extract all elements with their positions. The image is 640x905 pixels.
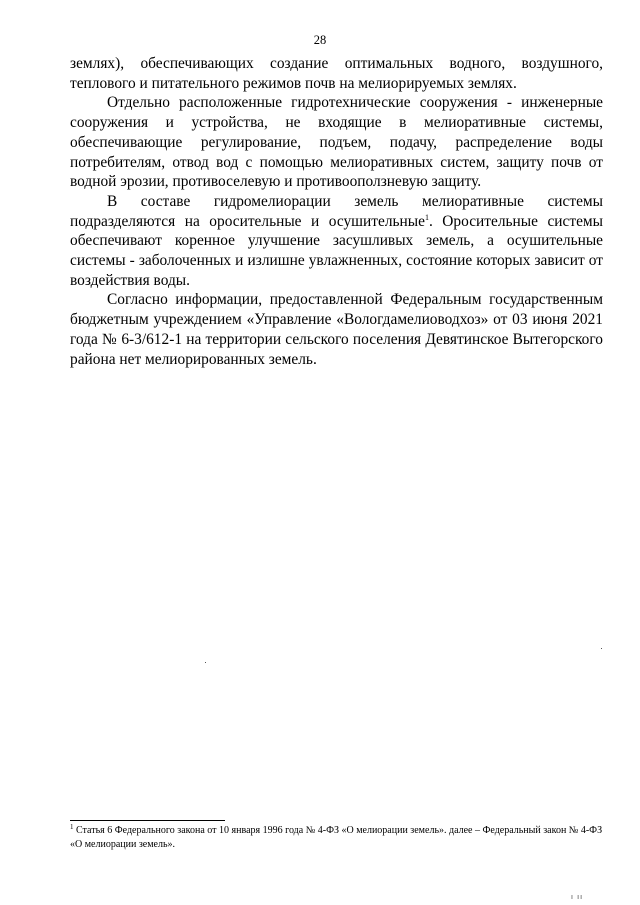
footnote-text: Статья 6 Федерального закона от 10 января 1996 года № 4-ФЗ «О мелиорации земель». далее – Федеральный закон № 4-ФЗ «О мелиорации земель». (70, 825, 603, 850)
footnote-reference[interactable]: 1 (424, 212, 429, 222)
corner-scan-mark: ı ıı (571, 893, 584, 901)
footnote-marker: 1 (70, 823, 74, 831)
scan-speck (205, 662, 206, 663)
footnote-divider (70, 820, 225, 821)
scan-speck (601, 648, 602, 649)
paragraph-system-types (70, 192, 603, 291)
footnote (70, 824, 605, 852)
paragraph-hydraulic-structures: Отдельно расположенные гидротехнические сооружения - инженерные сооружения и устройства, не входящие в мелиоративные системы, обеспечивающие регулирование, подъем, подачу, распределение воды потребителям, отвод вод с помощью мелиоративных систем, защиту почв от водной эрозии, противоселевую и противооползневую защиту. (70, 94, 603, 191)
paragraph-agency-information: Согласно информации, предоставленной Федеральным государственным бюджетным учреждением «Управление «Вологдамелиоводхоз» от 03 июня 2021 года № 6-3/612-1 на территории сельского поселения Девятинское Вытегорского района нет мелиорированных земель. (70, 291, 603, 368)
body-text (70, 54, 603, 369)
system-types-text-end: . Оросительные системы обеспечивают коренное улучшение засушливых земель, а осушительные системы - заболоченных и излишне увлажненных, состояние которых зависит от воздействия воды. (70, 212, 603, 289)
paragraph-land-regimes: землях), обеспечивающих создание оптимальных водного, воздушного, теплового и питательного режимов почв на мелиорируемых землях. (70, 55, 603, 92)
page-number: 28 (313, 33, 327, 47)
system-types-text-start: В составе гидромелиорации земель мелиоративные системы подразделяются на оросительные и осушительные (70, 192, 603, 230)
